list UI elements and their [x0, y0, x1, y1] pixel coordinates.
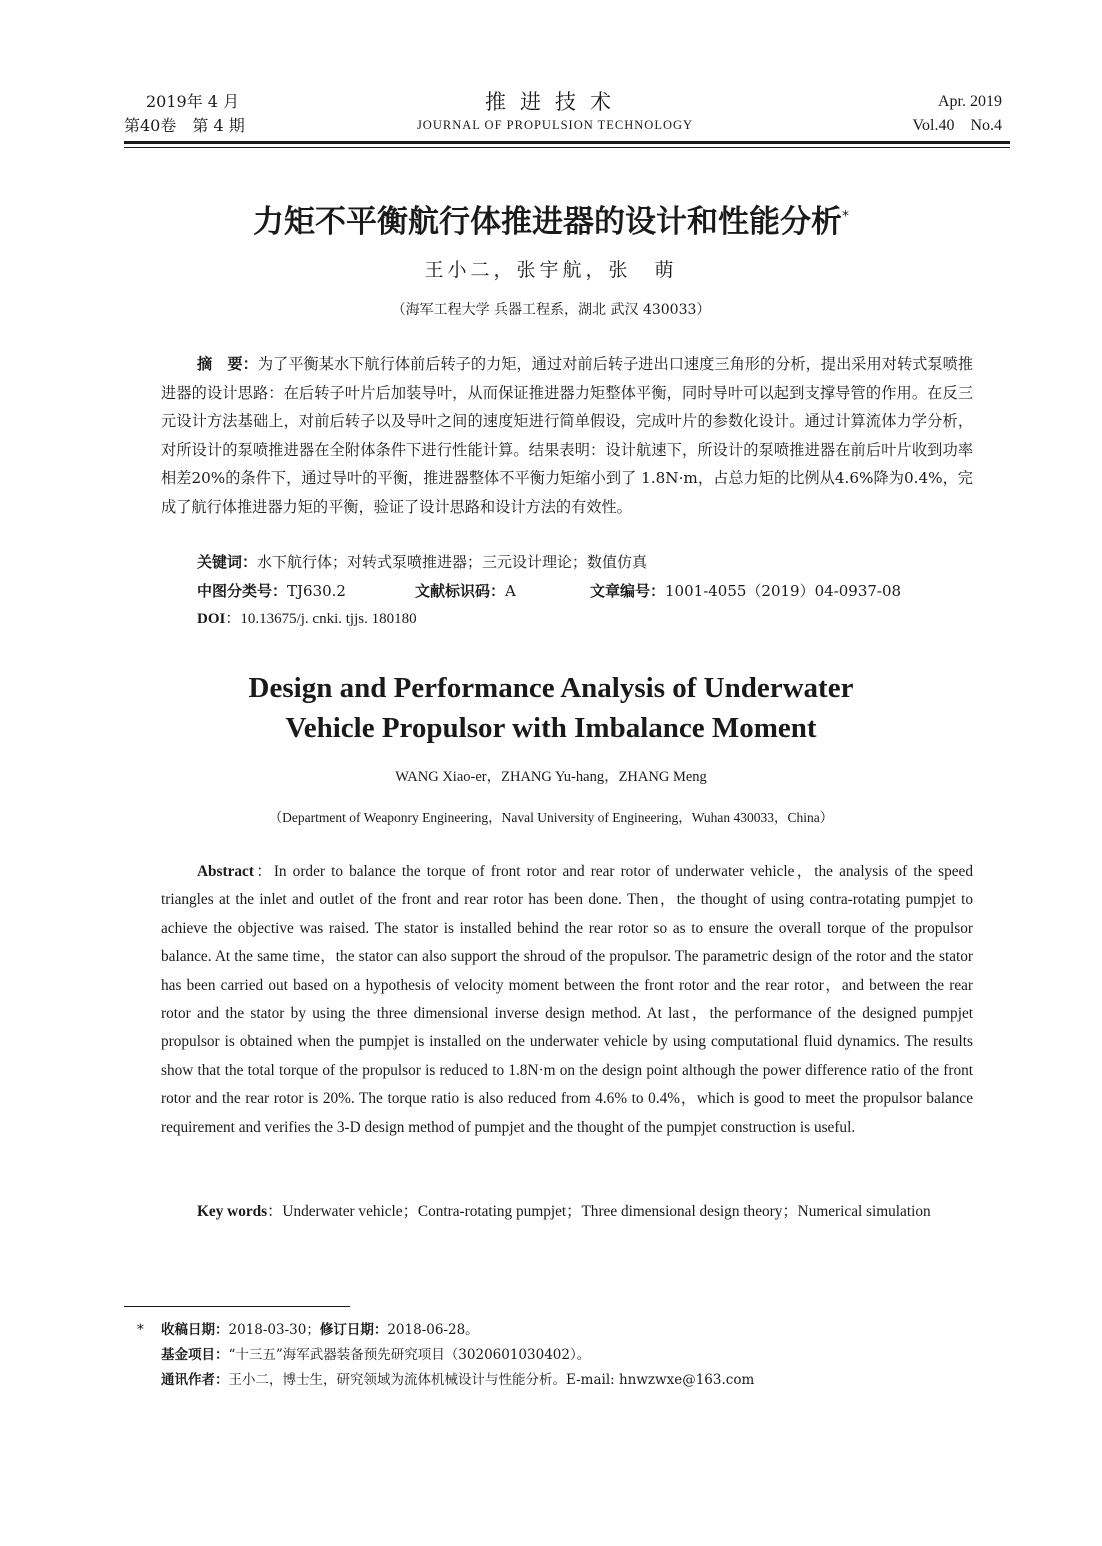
classification-line: [197, 579, 997, 603]
article-title-en-line1: Design and Performance Analysis of Underwater: [248, 672, 854, 704]
footnote-fund: [161, 1343, 590, 1367]
abstract-cn-label: 摘 要：: [197, 355, 258, 373]
revised-label: 修订日期：: [319, 1322, 388, 1338]
keywords-cn-text: 水下航行体；对转式泵喷推进器；三元设计理论；数值仿真: [257, 553, 648, 571]
journal-header: [330, 88, 780, 134]
footnote-rule: [124, 1306, 350, 1307]
article-title-cn-text: 力矩不平衡航行体推进器的设计和性能分析: [253, 204, 842, 240]
header-rule-thin: [124, 147, 1010, 148]
keywords-en-text: ：Underwater vehicle；Contra-rotating pumpjet；Three dimensional design theory；Numerical simulation: [267, 1203, 931, 1220]
clc-label: 中图分类号：: [197, 582, 288, 600]
abstract-cn-text: 为了平衡某水下航行体前后转子的力矩，通过对前后转子进出口速度三角形的分析，提出采用对转式泵喷推进器的设计思路：在后转子叶片后加装导叶，从而保证推进器力矩整体平衡，同时导叶可以起到支撑导管的作用。在反三元设计方法基础上，对前后转子以及导叶之间的速度矩进行简单假设，完成叶片的参数化设计。通过计算流体力学分析，对所设计的泵喷推进器在全附体条件下进行性能计算。结果表明：设计航速下，所设计的泵喷推进器在前后叶片收到功率相差20%的条件下，通过导叶的平衡，推进器整体不平衡力矩缩小到了 1.8N·m，占总力矩的比例从4.6%降为0.4%，完成了航行体推进器力矩的平衡，验证了设计思路和设计方法的有效性。: [161, 355, 974, 516]
issue-volume-en: Vol.40 No.4: [912, 117, 1002, 134]
received-date: 2018-03-30；: [228, 1322, 320, 1338]
header-right: [913, 90, 1003, 138]
doi-line: [197, 607, 417, 631]
affiliation-cn: （海军工程大学 兵器工程系，湖北 武汉 430033）: [391, 302, 711, 318]
corresponding-author-text: 王小二，博士生，研究领域为流体机械设计与性能分析。E-mail: hnwzwxe@163.com: [228, 1372, 755, 1388]
header-rule-thick: [124, 141, 1010, 144]
footnote-star: *: [137, 1322, 144, 1338]
clc-value: TJ630.2: [287, 582, 346, 600]
journal-name-cn: 推进技术: [485, 90, 625, 114]
article-no-label: 文章编号：: [590, 582, 666, 600]
authors-cn: 王小二，张宇航，张 萌: [424, 259, 678, 281]
doc-code-group: [415, 579, 590, 603]
issue-date-en: Apr. 2019: [938, 93, 1002, 110]
abstract-en: [161, 858, 973, 1142]
issue-volume-cn: 第40卷 第 4 期: [124, 116, 245, 135]
doi-label: DOI: [197, 611, 226, 627]
title-footnote-mark: *: [842, 208, 849, 225]
keywords-en-label: Key words: [197, 1203, 268, 1220]
article-title-en-line2: Vehicle Propulsor with Imbalance Moment: [285, 712, 817, 744]
article-no-group: [590, 579, 901, 603]
footnote-dates: [137, 1318, 479, 1342]
revised-date: 2018-06-28。: [387, 1322, 479, 1338]
keywords-en: [161, 1198, 973, 1226]
article-title-en: [0, 668, 1102, 748]
affiliation-en: （Department of Weaponry Engineering，Naval University of Engineering，Wuhan 430033，China）: [268, 810, 834, 825]
fund-label: 基金项目：: [161, 1347, 229, 1363]
fund-text: “十三五”海军武器装备预先研究项目（3020601030402）。: [228, 1347, 591, 1363]
journal-name-en: JOURNAL OF PROPULSION TECHNOLOGY: [416, 118, 694, 132]
keywords-cn-label: 关键词：: [197, 553, 258, 571]
received-label: 收稿日期：: [161, 1322, 229, 1338]
doc-code-label: 文献标识码：: [415, 582, 506, 600]
article-title-cn: [0, 196, 1102, 241]
issue-date-cn: 2019年 4 月: [146, 92, 240, 111]
abstract-cn: [161, 350, 973, 521]
authors-en: WANG Xiao-er，ZHANG Yu-hang，ZHANG Meng: [395, 769, 707, 785]
article-no-value: 1001-4055（2019）04-0937-08: [665, 582, 902, 600]
abstract-en-label: Abstract: [197, 863, 254, 880]
corresponding-author-label: 通讯作者：: [161, 1372, 229, 1388]
doc-code-value: A: [505, 582, 516, 600]
doi-link[interactable]: ：10.13675/j. cnki. tjjs. 180180: [225, 611, 417, 627]
footnote-author: [161, 1368, 754, 1392]
clc-group: [197, 579, 415, 603]
abstract-en-text: ：In order to balance the torque of front rotor and rear rotor of underwater vehicle，the analysis of the speed triangles at the inlet and outlet of the front and rear rotor has been done. Then，the thought of using contra-rotating pumpjet to achieve the objective was raised. The stator is installed behind the rear rotor so as to ensure the overall torque of the propulsor balance. At the same time，the stator can also support the shroud of the propulsor. The parametric design of the rotor and the stator has been carried out based on a hypothesis of velocity moment between the front rotor and the rear rotor，and between the rear rotor and the stator by using the three dimensional inverse design method. At last，the performance of the designed pumpjet propulsor is obtained when the pumpjet is installed on the underwater vehicle by using computational fluid dynamics. The results show that the total torque of the propulsor is reduced to 1.8N·m on the design point although the power difference ratio of the front rotor and the rear rotor is 20%. The torque ratio is also reduced from 4.6% to 0.4%，which is good to meet the propulsor balance requirement and verifies the 3-D design method of pumpjet and the thought of the pumpjet construction is useful.: [161, 863, 973, 1136]
header-left: [124, 90, 245, 138]
keywords-cn: [197, 550, 647, 574]
